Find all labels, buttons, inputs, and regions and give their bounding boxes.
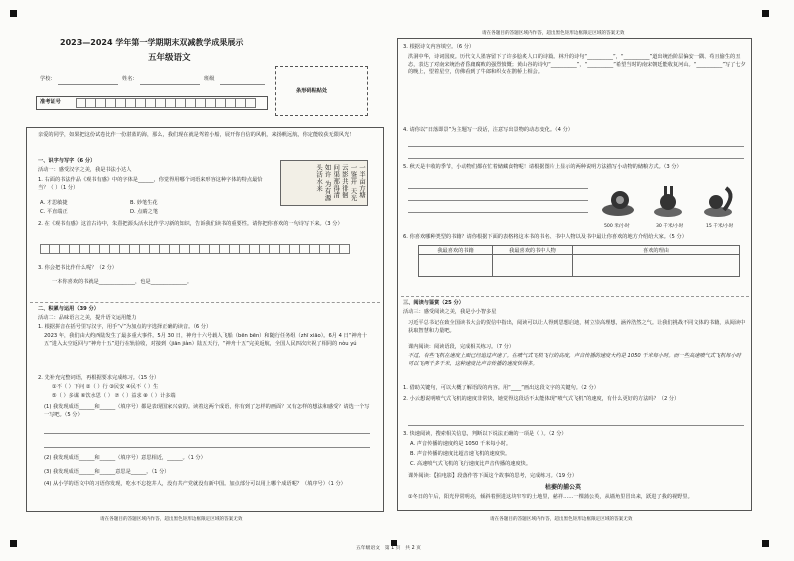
activity1: 活动一：感受汉字之美，我是书法小达人 <box>38 167 132 173</box>
r-r3-option-b: B. 声音传播的速度比超音速飞机的速度快。 <box>410 451 511 457</box>
exam-title: 2023—2024 学年第一学期期末双减教学成果展示 <box>60 38 244 47</box>
rabbit-figure <box>654 186 682 217</box>
s2-q2-b: (2) 我发现成语______和______（填序号）意思相近，______。（1 分） <box>44 455 206 461</box>
table-cell[interactable] <box>419 255 493 277</box>
name-field[interactable] <box>140 84 200 85</box>
calligraphy-artwork <box>280 160 368 206</box>
answer-grid[interactable] <box>40 244 350 254</box>
registration-mark <box>10 10 17 17</box>
answer-line[interactable] <box>408 188 588 189</box>
r-r1: 1. 借助关键句，可以大概了解语段的内容。用“____”画出这段文字的关键句。（2 分） <box>403 385 599 391</box>
snail-figure <box>602 191 634 216</box>
exam-subtitle: 五年级语文 <box>148 53 191 63</box>
section1-heading: 一、识字与写字（6 分） <box>38 158 96 164</box>
answer-line[interactable] <box>408 158 744 159</box>
q1-option-a: A. 才思敏捷 <box>40 200 68 206</box>
r-q6: 6. 你喜欢哪种类型的书籍？请你根据下面的表格将这本书的书名、书中人物以及书中最让你喜欢的地方介绍给大家。（5 分） <box>403 234 687 240</box>
animals-illustration <box>596 180 746 230</box>
right-top-note: 请在各题目的答题区域内作答，超出黑色矩形边框限定区域的答案无效 <box>482 31 625 36</box>
animal-speed-2: 30 千米/小时 <box>656 224 684 229</box>
animal-speed-3: 15 千米/小时 <box>706 224 734 229</box>
r-r2: 2. 小云想说明喷气式飞机的速度非常快，她觉得这段话不太能体现“喷气式飞机”的速度，有什么更好的方法吗？（2 分） <box>403 396 680 402</box>
q1-option-c: C. 平直端正 <box>40 209 68 215</box>
school-label: 学校： <box>40 76 56 82</box>
q1-option-b: B. 妙笔生花 <box>130 200 158 206</box>
answer-line[interactable] <box>44 433 370 434</box>
table-header: 喜欢的理由 <box>573 246 740 255</box>
activity2: 活动二：品味语言之美，提升语文运用能力 <box>38 315 137 321</box>
story-title: 枯萎的捕公英 <box>545 484 582 491</box>
registration-mark <box>10 540 17 547</box>
q1-option-d: D. 点睛之笔 <box>130 209 159 215</box>
s2-q2-c: (3) 我发现成语______和______意思是______。（1 分） <box>44 469 170 475</box>
name-label: 姓名： <box>122 76 138 82</box>
section2-heading: 二、积累与运用（39 分） <box>38 306 99 312</box>
class-label: 班级 <box>204 76 215 82</box>
r-r3-option-a: A. 声音传播的速度约是 1050 千米每小时。 <box>410 441 512 447</box>
s2-q2-row2[interactable]: ⑤（ ）多谋 ⑥饮水思（ ） ⑦（ ）益求 ⑧（ ）计多端 <box>52 393 176 399</box>
calligraphy-text: 一半亩方塘一鉴开 天光云影共徘徊 问渠那得清如许 为有源头活水来 <box>315 164 366 202</box>
divider <box>30 302 380 303</box>
s2-q2-row1[interactable]: ①不（ ）下问 ②（ ）行 ③民安 ④民不（ ）生 <box>52 384 159 390</box>
extra-reading: 课外阅读：【拍电影】段落作答下面这个故事的思考，完成练习。（19 分） <box>408 473 578 479</box>
activity3: 活动三：感受阅读之美，我是小小智多星 <box>403 309 497 315</box>
q3-line[interactable]: 一本你喜欢的书就是______________，也是______________。 <box>52 279 193 285</box>
answer-line[interactable] <box>408 200 588 201</box>
book-table[interactable] <box>418 245 740 277</box>
s2-q2: 2. 先补充完整词语，再根据要求完成练习。（15 分） <box>38 375 160 381</box>
r-q3-text: 洪洞中华，诗词国度。历代文人墨客留下了许多脍炙人口的诗篇。林升的诗句“__________”，“__________”道出统治阶层偏安一隅、苟且偷生的丑态，表达了对南宋统治者昏庸腐败的强烈愤慨；黄山谷的诗句“__________”，“__________”希望当时的南宋朝廷能收复河山。“__________”写了七夕的晚上，望着星空，仿佛看到了牛郎和织女在鹊桥上相会。 <box>408 54 746 76</box>
story-text: ①冬日的午后，阳光异常明亮，倾斜着照进这块窄窄的土地里，慈祥……一棵蒲公英，从墙角里冒出来，跃进了我的视野里。 <box>408 494 693 500</box>
school-field[interactable] <box>58 84 118 85</box>
q2: 2. 在《观书有感》这首古诗中，朱熹把源头活水比作学习新的知识，告诉我们读书的重要性。请你把你喜欢的一句诗写下来。（3 分） <box>38 221 343 227</box>
s2-q1-text: 2023 年，我们由大约西陆发生了最多重大事件。5月 30 日，神舟十六号载人飞船（bēn bēn）和随行任务组（zhī xiāo）。6月 4 日“神舟十五”进入太空返回与“神舟十五”进行在轨验收，对接到（jiān jiàn）陆五天行，“神舟十五”完美返航，全国人民四次庆祝了相同的 nòu yú <box>44 333 368 347</box>
table-header: 我最喜欢的书籍 <box>419 246 493 255</box>
right-footer-note: 请在各题目的答题区域内作答，超出黑色矩形边框限定区域的答案无效 <box>490 517 633 522</box>
r-q5: 5. 秋天是丰收的季节，小动物们都在忙着储藏食物呢！请根据图片上显示的两种说明方法描写小动物的储粮方式。（3 分） <box>403 164 682 170</box>
page-number: 五年级语文 第 1 页 共 2 页 <box>356 546 421 551</box>
q1: 1. 右面的书法作品《观书有感》中的字体是______，你觉得用哪个词语来形容这种字体的特点最恰当？（ ）（1 分） <box>38 177 263 191</box>
registration-mark <box>762 10 769 17</box>
animal-speed-1: 500 米/小时 <box>604 224 630 229</box>
table-cell[interactable] <box>573 255 740 277</box>
left-footer-note: 请在各题目的答题区域内作答，超出黑色矩形边框限定区域的答案无效 <box>100 517 243 522</box>
exam-number-label: 准考证号 <box>40 99 61 105</box>
registration-mark <box>762 540 769 547</box>
intro-greeting: 亲爱的同学，如果把这份试卷比作一份湛蓝的海，那么，我们现在就是驾着小船，展开你自信的风帆，来扬帆远航，你定能收获无限风光！ <box>38 132 355 138</box>
class-field[interactable] <box>220 84 265 85</box>
reading-intro: 习近平总书记在致全国读书大会的贺信中指出，阅读可以让人得到思想启迪，树立崇高理想，涵养浩然之气。让我们挑战不同文体的书籍，从阅读中获取智慧和力量吧。 <box>408 320 746 334</box>
reading-task: 课内阅读：阅读语段，完成相关练习。（7 分） <box>408 344 515 350</box>
divider <box>401 296 749 297</box>
answer-line[interactable] <box>408 212 588 213</box>
table-cell[interactable] <box>493 255 573 277</box>
exam-number-grid[interactable] <box>76 98 256 108</box>
table-header: 我最喜欢的书中人物 <box>493 246 573 255</box>
squirrel-figure <box>704 188 732 217</box>
s2-q1: 1. 根据拼音在括号里写汉字，用手“√”为加点的字选择正确的读音。（6 分） <box>38 324 212 330</box>
section3-heading: 三、阅读与鉴赏（25 分） <box>403 300 464 306</box>
reading-passage: 不过，有些飞机在速度上面已经追过声速了。在喷气式飞机飞行的高度，声音传播的速度大约是 1050 千米每小时。而一些高速喷气式飞机每小时可以飞两千多千米，这种速度比声音传播的速度快得多。 <box>408 353 741 367</box>
q3: 3. 你会把书比作什么呢？（2 分） <box>38 265 117 271</box>
r-q3: 3. 根据诗文内容填空。（6 分） <box>403 44 475 50</box>
s2-q2-a: (1) 我发现成语______和______（填序号）都是表现国家兴衰的。读着这两个成语，你有到了怎样的画面？又有怎样的想法和感受？请选一个写一写吧。（5 分） <box>44 404 370 418</box>
answer-line[interactable] <box>408 425 744 426</box>
barcode-label: 条形码粘贴处 <box>296 88 328 94</box>
s2-q2-d: (4) 从小学的语文中的习语你发现，吃水不忘挖井人，没有共产党就没有新中国。加点部分可以用上哪个成语呢？（填序号）（1 分） <box>44 481 346 487</box>
r-q4: 4. 请你以“日落即景”为主题写一段话，注意写出景物的动态变化。（4 分） <box>403 127 573 133</box>
r-r3: 3. 快速阅读，搜索相关信息，判断以下说法正确的一项是（ ）。（2 分） <box>403 431 567 437</box>
r-r3-option-c: C. 高速喷气式飞机的飞行速度比声音传播的速度快。 <box>410 461 532 467</box>
answer-line[interactable] <box>408 146 744 147</box>
answer-line[interactable] <box>44 447 370 448</box>
